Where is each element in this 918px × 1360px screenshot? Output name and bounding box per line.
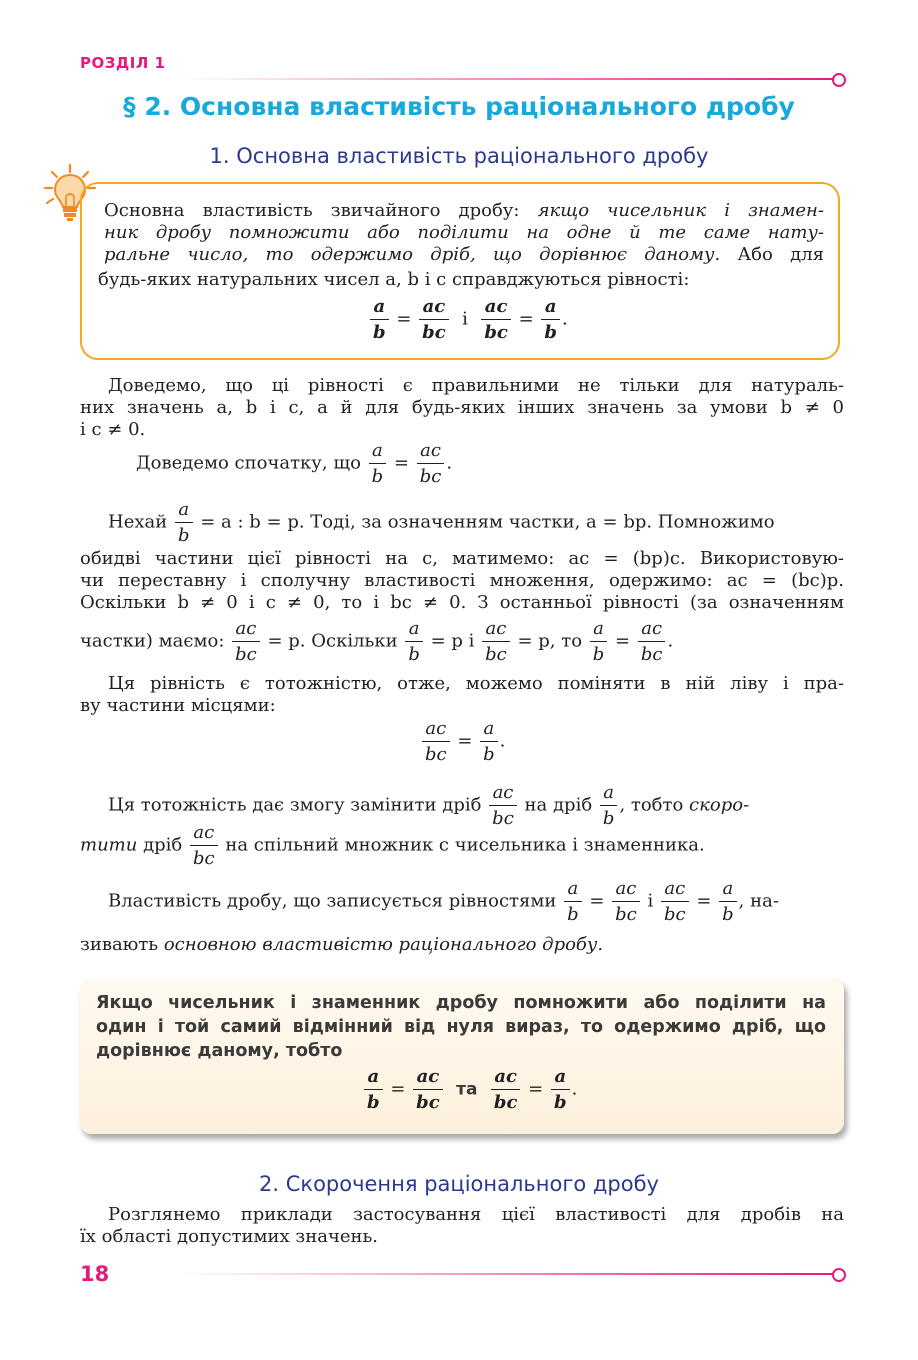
fraction: $\frac{ac}{bc}$ [190,822,218,869]
shaded-line-3: дорівнює даному, тобто [96,1041,343,1061]
shaded-line-1: Якщо чисельник і знаменник дробу помножити або поділити на [96,993,826,1013]
identity-formula: $\frac{ac}{bc}$ = $\frac{a}{b}$ . [420,718,505,765]
page-title: § 2. Основна властивість раціонального дробу [123,92,795,121]
fraction: $\frac{a}{b}$ [551,1066,570,1113]
para1-line-4: Доведемо спочатку, що $\frac{a}{b}$ = $\frac{ac}{bc}$ . [136,440,453,487]
para2-line-1: Нехай $\frac{a}{b}$ = a : b = p. Тоді, за означенням частки, a = bp. Помножимо [108,499,775,546]
para2-line-4: Оскільки b ≠ 0 і c ≠ 0, то і bc ≠ 0. З останньої рівності (за означенням [80,592,844,613]
para1-line-2: них значень a, b і c, а й для будь-яких інших значень за умови b ≠ 0 [80,397,844,418]
para2-line-3: чи переставну і сполучну властивості множення, одержимо: ac = (bc)p. [80,570,844,591]
rule-line-3: ральне число, то одержимо дріб, що дорівнює даному. Або для [104,244,824,265]
fraction: $\frac{a}{b}$ [369,440,387,487]
para6-line-2: їх області допустимих значень. [80,1226,379,1247]
paragraph-3 [80,673,844,716]
paragraph-6 [80,1204,844,1247]
fraction: $\frac{a}{b}$ [405,618,423,665]
rule-box-text [104,200,824,265]
fraction: $\frac{ac}{bc}$ [612,878,640,925]
para2-line-5: частки) маємо: $\frac{ac}{bc}$ = p. Оскільки $\frac{a}{b}$ = p і $\frac{ac}{bc}$ = p, то $\frac{a}{b}$ = $\frac{ac}{bc}$ . [80,618,674,665]
fraction: $\frac{ac}{bc}$ [661,878,689,925]
fraction: $\frac{ac}{bc}$ [422,718,450,765]
subsection-title-2: 2. Скорочення раціонального дробу [259,1172,659,1196]
rule-line-1: Основна властивість звичайного дробу: якщо чисельник і знамен- [104,200,824,221]
paragraph-2 [80,548,844,613]
header-rule-end-circle [832,73,846,87]
footer-rule-end-circle [832,1268,846,1282]
shaded-formula: $\frac{a}{b}$ = $\frac{ac}{bc}$ та $\frac{ac}{bc}$ = $\frac{a}{b}$ . [362,1066,577,1113]
shaded-rule-text [96,991,826,1063]
fraction: $\frac{a}{b}$ [364,1066,383,1113]
fraction: $\frac{a}{b}$ [480,718,498,765]
section-label: РОЗДІЛ 1 [80,54,166,72]
rule-formula: $\frac{a}{b}$ = $\frac{ac}{bc}$ і $\frac{ac}{bc}$ = $\frac{a}{b}$ . [368,296,568,343]
para6-line-1: Розглянемо приклади застосування цієї властивості для дробів на [108,1204,844,1225]
fraction: $\frac{ac}{bc}$ [489,782,517,829]
fraction: $\frac{ac}{bc}$ [232,618,260,665]
fraction: $\frac{a}{b}$ [719,878,737,925]
fraction: $\frac{ac}{bc}$ [417,440,445,487]
footer-rule [175,1273,835,1275]
fraction: $\frac{a}{b}$ [370,296,389,343]
fraction: $\frac{ac}{bc}$ [481,296,511,343]
para1-line-1: Доведемо, що ці рівності є правильними не тільки для натураль- [108,375,844,396]
fraction: $\frac{ac}{bc}$ [638,618,666,665]
para3-line-2: ву частини місцями: [80,695,276,716]
rule-line-4: будь-яких натуральних чисел a, b і c справджуються рівності: [98,269,690,290]
header-rule [175,78,835,80]
para4-line-1: Ця тотожність дає змогу замінити дріб $\frac{ac}{bc}$ на дріб $\frac{a}{b}$ , тобто скоро- [108,782,750,829]
subsection-title-1: 1. Основна властивість раціонального дробу [209,144,709,168]
shaded-line-2: один і той самий відмінний від нуля вираз, то одержимо дріб, що [96,1017,826,1037]
fraction: $\frac{a}{b}$ [175,499,193,546]
fraction: $\frac{ac}{bc}$ [491,1066,521,1113]
para2-line-2: обидві частини цієї рівності на c, матимемо: ac = (bp)c. Використовую- [80,548,844,569]
fraction: $\frac{ac}{bc}$ [413,1066,443,1113]
para5-line-1: Властивість дробу, що записується рівностями $\frac{a}{b}$ = $\frac{ac}{bc}$ і $\frac{ac}{bc}$ = $\frac{a}{b}$ , на- [108,878,779,925]
fraction: $\frac{ac}{bc}$ [482,618,510,665]
paragraph-1 [80,375,844,440]
fraction: $\frac{a}{b}$ [541,296,560,343]
para5-line-2: зивають основною властивістю раціонального дробу. [80,934,604,955]
para1-line-3: і c ≠ 0. [80,419,146,440]
para4-line-2: тити дріб $\frac{ac}{bc}$ на спільний множник c чисельника і знаменника. [80,822,705,869]
para3-line-1: Ця рівність є тотожністю, отже, можемо поміняти в ній ліву і пра- [108,673,844,694]
fraction: $\frac{ac}{bc}$ [419,296,449,343]
fraction: $\frac{a}{b}$ [600,782,618,829]
fraction: $\frac{a}{b}$ [590,618,608,665]
page-number: 18 [80,1262,110,1286]
fraction: $\frac{a}{b}$ [564,878,582,925]
rule-line-2: ник дробу помножити або поділити на одне й те саме нату- [104,222,824,243]
